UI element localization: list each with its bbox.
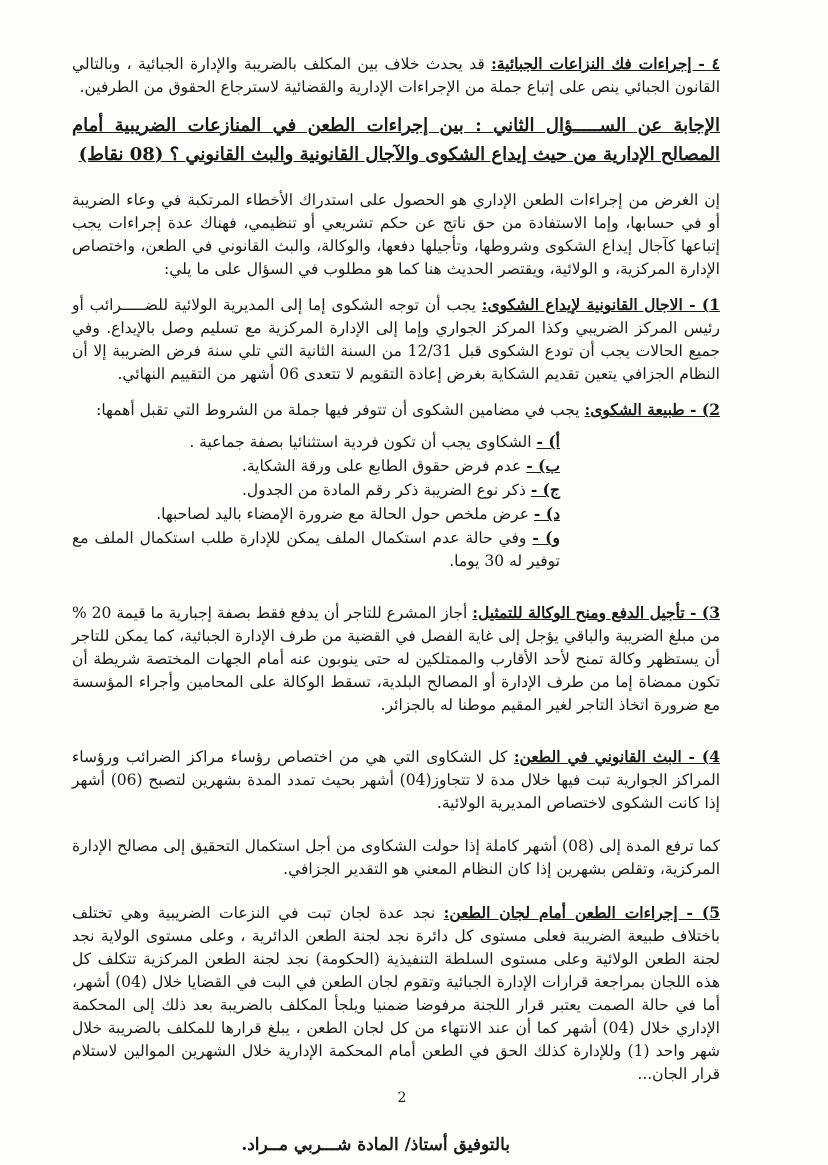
subsection-5-heading: 5) - إجراءات الطعن أمام لجان الطعن: [443, 903, 720, 922]
subsection-4 [72, 745, 720, 815]
list-item [72, 502, 560, 526]
list-item-text: وفي حالة عدم استكمال الملف يمكن للإدارة طلب استكمال الملف مع توفير له 30 يوما. [72, 529, 560, 570]
subsection-2 [72, 398, 720, 422]
list-item-label: و) - [532, 528, 560, 547]
question-2-text: بين إجراءات الطعن في المنازعات الضريبية أمام المصالح الإدارية من حيث إيداع الشكوى والآجال القانونية والبث القانوني ؟ (08 نقاط) [72, 115, 720, 165]
list-item-label: د) - [533, 504, 560, 523]
list-item-text: عرض ملخص حول الحالة مع ضرورة الإمضاء باليد لصاحبها. [156, 505, 534, 523]
list-item [72, 526, 560, 573]
list-item-label: ب) - [526, 456, 560, 475]
subsection-1-text: يجب أن توجه الشكوى إما إلى المديرية الولائية للضـــــرائب أو رئيس المركز الضريبي وكذا المركز الجواري وإما إلى الإدارة المركزية مع تسليم وصل بالإيداع. وفي جميع الحالات يجب أن تودع الشكوى قبل 12/31 من السنة الثانية التي تلي سنة فرض الضريبة إلا أن النظام الجزافي يتعين تقديم الشكاية بغرض إعادة التقويم لا تتعدى 06 أشهر من التقييم النهائي. [72, 296, 720, 383]
conditions-list [72, 430, 720, 573]
section-4-text: قد يحدث خلاف بين المكلف بالضريبة والإدارة الجبائية ، وبالتالي القانون الجبائي ينص على إتباع جملة من الإجراءات الإدارية والقضائية لاسترجاع الحقوق من الطرفين. [72, 55, 720, 96]
subsection-3 [72, 601, 720, 717]
intro-paragraph: إن الغرض من إجراءات الطعن الإداري هو الحصول على استدراك الأخطاء المرتكبة في وعاء الضريبة أو في حسابها، وإما الاستفادة من حق ناتج عن حكم تشريعي أو تنظيمي، فهناك عدة إجراءات يجب إتباعها كآجال إيداع الشكوى وشروطها، وتأجيلها دفعها، والوكالة، والبث القانوني في الطعن، واختصاص الإدارة المركزية، و الولائية، ويقتصر الحديث هنا كما هو مطلوب في السؤال على ما يلي: [72, 191, 720, 278]
subsection-5-text: نجد عدة لجان تبت في النزعات الضريبية وهي تختلف باختلاف طبيعة الضريبة فعلى مستوى كل دائرة نجد لجنة الطعن الدائرية ، وعلى مستوى الولاية نجد لجنة الطعن الولائية وعلى مستوى السلطة التنفيذية (الحكومة) نجد لجنة الطعن المركزية تتكلف كل هذه اللجان بمراجعة قرارات الإدارة الجبائية وتقوم لجان الطعن في البت في القضايا خلال (04) أشهر، أما في حالة الصمت يعتبر قرار اللجنة مرفوضا ضمنيا ويلجأ المكلف بالضريبة بعد ذلك إلى المحكمة الإداري خلال (04) أشهر كما أن عند الانتهاء من كل لجان الطعن ، يبلغ قرارها للمكلف بالضريبة خلال شهر واحد (1) وللإدارة كذلك الحق في الطعن أمام المحكمة الإدارية خلال الشهرين الموالين لاستلام قرار الجان... [72, 904, 721, 1083]
subsection-1 [72, 293, 720, 386]
list-item-text: ذكر نوع الضريبة ذكر رقم المادة من الجدول. [241, 481, 531, 499]
question-2 [72, 111, 720, 169]
section-4-dispute-procedures [72, 52, 720, 99]
list-item-label: أ) - [536, 432, 560, 451]
list-item [72, 454, 560, 478]
section-4-heading: ٤ - إجراءات فك النزاعات الجبائية: [491, 54, 720, 73]
subsection-5 [72, 901, 720, 1086]
list-item [72, 478, 560, 502]
subsection-3-text: أجاز المشرع للتاجر أن يدفع فقط بصفة إجبارية ما قيمة 20 % من مبلغ الضريبة والباقي يؤجل إلى غاية الفصل في القضية من طرف الإدارة الجبائية، كما يمكن للتاجر أن يستظهر وكالة تمنح لأحد الأقارب والممتلكين له حتى ينوبون عنه أمام الجهات المختصة شريطة أن تكون ممضاة إما من طرف الإدارة أو المصالح البلدية، تسقط الوكالة على المحامين وأجراء المؤسسة مع ضرورة اتخاذ التاجر لغير المقيم موطنا له بالجزائر. [72, 604, 720, 714]
list-item-label: ج) - [530, 480, 560, 499]
list-item-text: عدم فرض حقوق الطابع على ورقة الشكاية. [241, 457, 527, 475]
subsection-4-text: كل الشكاوى التي هي من اختصاص رؤساء مراكز الضرائب ورؤساء المراكز الجوارية تبت فيها خلال مدة لا تتجاوز(04) أشهر بحيث تمدد المدة بشهرين لتصبح (06) أشهر إذا كانت الشكوى لاختصاص المديرية الولائية. [72, 748, 721, 812]
subsection-3-heading: 3) - تأجيل الدفع ومنح الوكالة للتمثيل: [472, 603, 721, 622]
list-item-text: الشكاوى يجب أن تكون فردية استثنائيا بصفة جماعية . [189, 433, 537, 451]
list-item [72, 430, 560, 454]
subsection-4-extra: كما ترفع المدة إلى (08) أشهر كاملة إذا حولت الشكاوى من أجل استكمال التحقيق إلى مصالح الإدارة المركزية، وتقلص بشهرين إذا كان النظام المعني هو التقدير الجزافي. [72, 837, 720, 878]
signature: بالتوفيق أستاذ/ المادة شـــربي مــراد. [241, 1135, 510, 1155]
subsection-1-heading: 1) - الاجال القانونية لإيداع الشكوى: [481, 295, 720, 314]
subsection-2-text: يجب في مضامين الشكوى أن تتوفر فيها جملة من الشروط التي تقبل أهمها: [96, 401, 585, 419]
question-2-heading: الإجابة عن الســـــؤال الثاني : [475, 115, 720, 136]
subsection-4-heading: 4) - البث القانوني في الطعن: [513, 747, 720, 766]
subsection-2-heading: 2) - طبيعة الشكوى: [584, 400, 720, 419]
page-number: 2 [397, 1090, 407, 1106]
